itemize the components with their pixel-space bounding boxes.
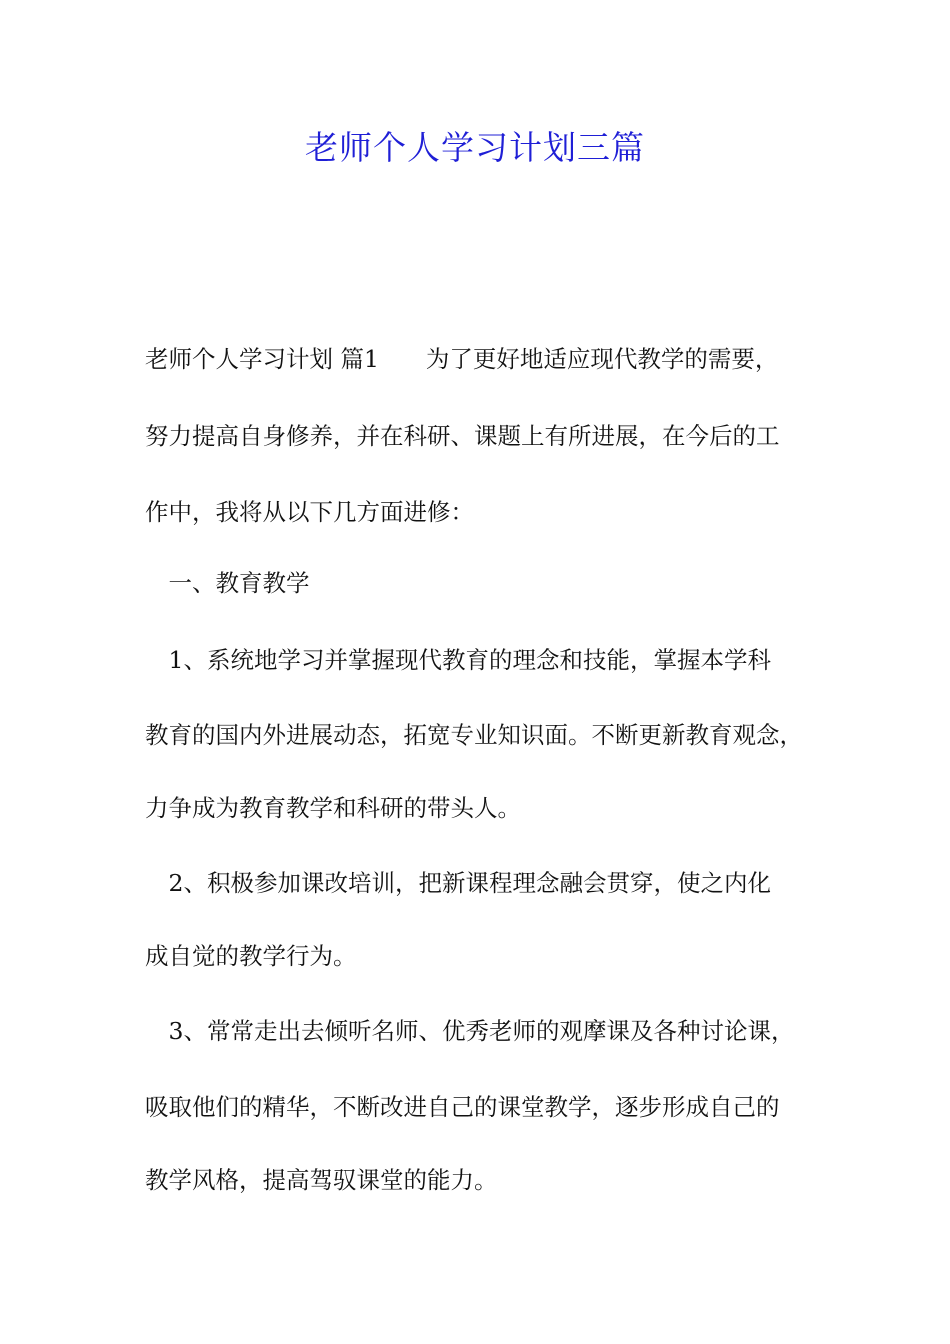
text-line-12: 教学风格，提高驾驭课堂的能力。 xyxy=(145,1166,498,1194)
text-line-2: 努力提高自身修养，并在科研、课题上有所进展，在今后的工 xyxy=(145,422,780,450)
text-line-6: 教育的国内外进展动态，拓宽专业知识面。不断更新教育观念， xyxy=(145,721,803,749)
text-line-10: 3、常常走出去倾听名师、优秀老师的观摩课及各种讨论课， xyxy=(145,1017,795,1045)
text-line-3: 作中，我将从以下几方面进修： xyxy=(145,498,474,526)
document-title: 老师个人学习计划三篇 xyxy=(305,128,645,167)
text-line-1: 老师个人学习计划 篇1 为了更好地适应现代教学的需要， xyxy=(145,345,779,373)
text-line-8: 2、积极参加课改培训，把新课程理念融会贯穿，使之内化 xyxy=(145,869,771,897)
text-line-9: 成自觉的教学行为。 xyxy=(145,942,357,970)
text-line-7: 力争成为教育教学和科研的带头人。 xyxy=(145,794,521,822)
section-heading-1: 一、教育教学 xyxy=(145,569,310,597)
text-line-5: 1、系统地学习并掌握现代教育的理念和技能，掌握本学科 xyxy=(145,646,771,674)
text-line-11: 吸取他们的精华，不断改进自己的课堂教学，逐步形成自己的 xyxy=(145,1093,780,1121)
